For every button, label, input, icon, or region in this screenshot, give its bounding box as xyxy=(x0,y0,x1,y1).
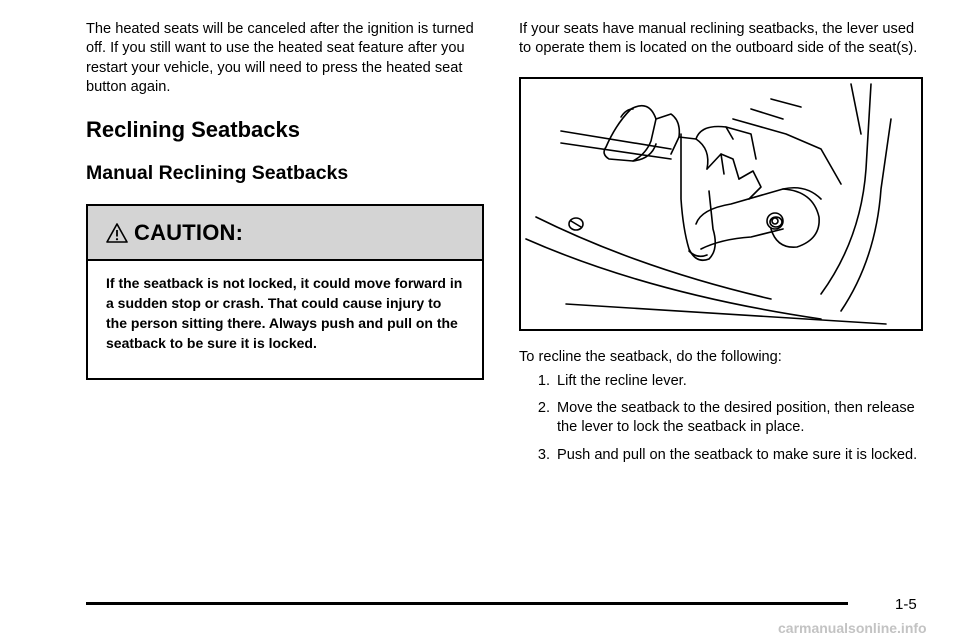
caution-header xyxy=(88,206,482,261)
subsection-heading: Manual Reclining Seatbacks xyxy=(86,162,349,185)
step-number: 1. xyxy=(537,372,550,389)
section-heading: Reclining Seatbacks xyxy=(86,117,300,143)
recline-instructions-lead: To recline the seatback, do the following: xyxy=(519,348,782,365)
hand-lifting-lever-drawing xyxy=(521,79,921,329)
caution-text: If the seatback is not locked, it could move forward in a sudden stop or crash. That could cause injury to the person sitting there. Always push and pull on the seatback to be sure it is locked. xyxy=(106,275,463,352)
warning-triangle-icon xyxy=(106,222,128,244)
footer-rule xyxy=(86,602,848,605)
recline-steps-list xyxy=(519,372,929,465)
list-item xyxy=(519,372,929,391)
recline-lever-illustration xyxy=(519,77,923,331)
step-text: Lift the recline lever. xyxy=(557,372,687,389)
lever-location-paragraph: If your seats have manual reclining seatbacks, the lever used to operate them is located on the outboard side of the seat(s). xyxy=(519,21,918,57)
caution-box xyxy=(86,204,484,380)
right-column xyxy=(519,20,929,473)
step-text: Push and pull on the seatback to make sure it is locked. xyxy=(557,446,918,463)
list-item xyxy=(519,446,929,465)
step-text: Move the seatback to the desired position, then release the lever to lock the seatback in place. xyxy=(557,400,915,436)
left-column xyxy=(86,20,491,380)
step-number: 3. xyxy=(537,446,550,463)
caution-title: CAUTION: xyxy=(134,219,244,245)
watermark: carmanualsonline.info xyxy=(778,620,927,636)
list-item xyxy=(519,399,929,438)
step-number: 2. xyxy=(537,400,550,417)
heated-seat-paragraph: The heated seats will be canceled after the ignition is turned off. If you still want to use the heated seat feature after you restart your vehicle, you will need to press the heated seat button again. xyxy=(86,21,474,95)
page-number: 1-5 xyxy=(895,596,917,613)
